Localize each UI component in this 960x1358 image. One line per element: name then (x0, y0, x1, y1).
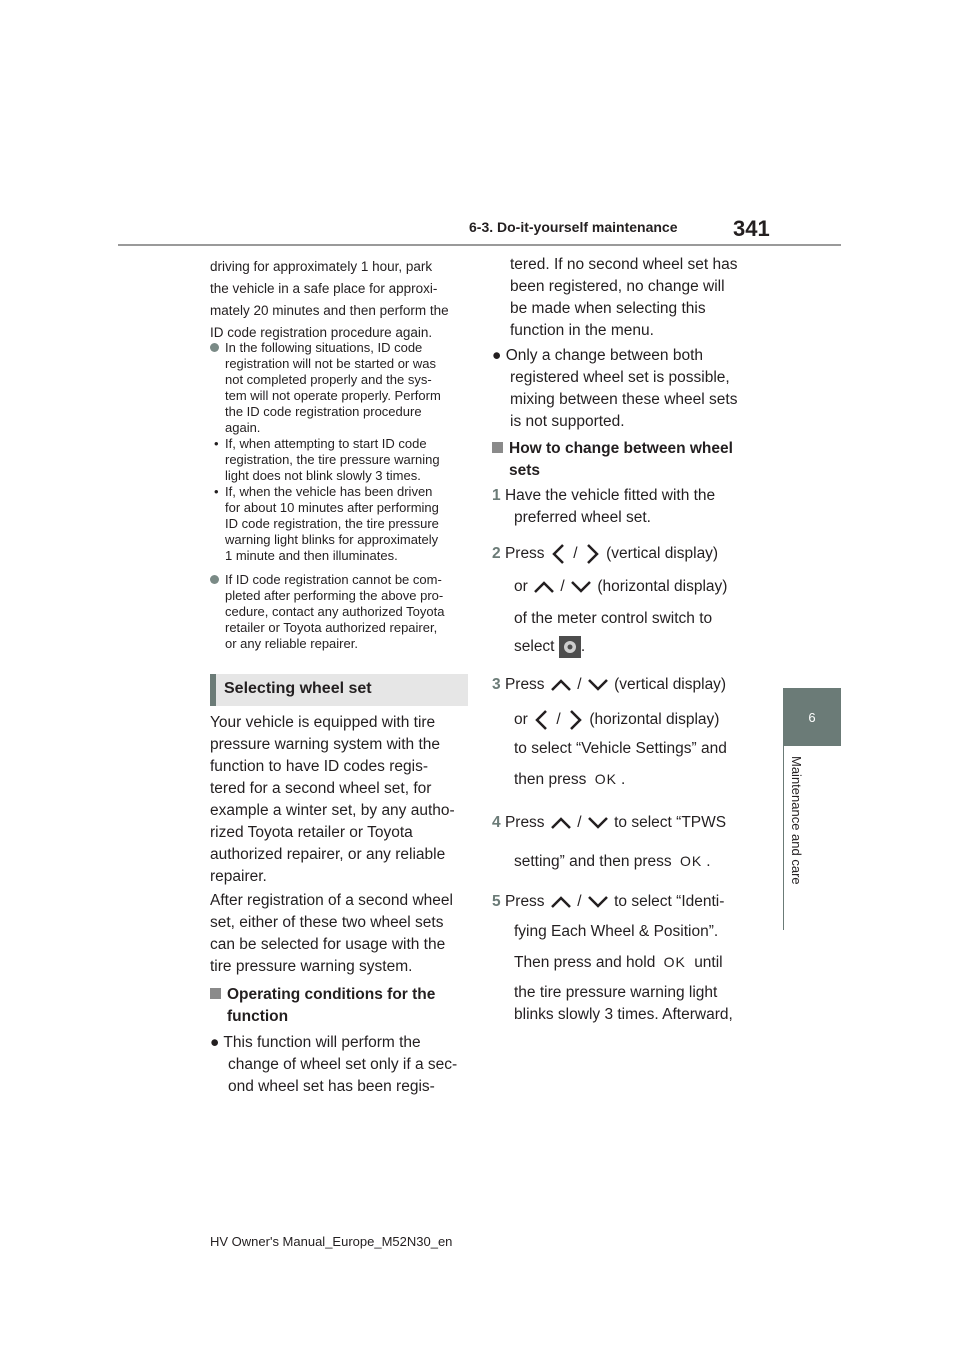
step-2 (492, 542, 752, 664)
text-line: cedure, contact any authorized Toyota (225, 604, 445, 619)
operating-bullet-2 (492, 345, 752, 433)
text-line: rized Toyota retailer or Toyota (210, 824, 413, 841)
text-line: If, when the vehicle has been driven (225, 484, 433, 499)
text-line: function (227, 1008, 289, 1025)
chevron-down-icon (569, 578, 593, 596)
text-line: blinks slowly 3 times. Afterward, (514, 1006, 733, 1023)
text-line: ond wheel set has been regis- (228, 1078, 435, 1095)
intro-continued (210, 256, 470, 344)
text-line: or any reliable repairer. (225, 636, 358, 651)
operating-heading (210, 984, 470, 1028)
howto-heading (492, 438, 752, 482)
step-number: 5 (492, 893, 501, 910)
text-line: be made when selecting this (510, 300, 706, 317)
text-or: or (514, 578, 528, 595)
footer-manual-id: HV Owner's Manual_Europe_M52N30_en (210, 1234, 453, 1249)
text-line: tered for a second wheel set, for (210, 780, 432, 797)
text-press: Press (504, 893, 545, 910)
operating-bullet-1-continued (510, 254, 770, 342)
text-line: registration, the tire pressure warning (225, 452, 440, 467)
text-line: ID code registration, the tire pressure (225, 516, 439, 531)
text-line: ID code registration procedure again. (210, 325, 433, 340)
sub-bullet: • (214, 484, 219, 499)
step-number: 3 (492, 676, 501, 693)
text-line: 1 minute and then illuminates. (225, 548, 398, 563)
note-bullet-1 (210, 340, 470, 564)
sub-item-1 (214, 436, 470, 484)
section-heading: Selecting wheel set (210, 674, 468, 706)
text-line: driving for approximately 1 hour, park (210, 259, 433, 274)
text-slash: / (556, 711, 561, 729)
text-slash: / (560, 578, 565, 595)
header-divider (118, 244, 841, 246)
text-press: Press (504, 676, 545, 693)
text-line: pressure warning system with the (210, 736, 441, 753)
text-line: registration will not be started or was (225, 356, 436, 371)
text-then-press: then press (514, 771, 587, 788)
text-line: to select “Vehicle Settings” and (514, 740, 727, 757)
tab-rule (783, 745, 784, 930)
text-line: tire pressure warning system. (210, 958, 413, 975)
text-line: is not supported. (510, 413, 625, 430)
bullet-icon: ● (492, 347, 502, 364)
text-line: been registered, no change will (510, 278, 725, 295)
chevron-down-icon (586, 814, 610, 832)
text-line: mately 20 minutes and then perform the (210, 303, 449, 318)
page-number: 341 (733, 216, 770, 241)
text-period: . (620, 771, 626, 788)
text-line: the vehicle in a safe place for approxi- (210, 281, 438, 296)
chevron-up-icon (532, 578, 556, 596)
text-line: warning light blinks for approximately (225, 532, 439, 547)
text-slash: / (573, 545, 578, 563)
text-line: not completed properly and the sys- (225, 372, 432, 387)
text-press: Press (504, 545, 545, 563)
text-line: tered. If no second wheel set has (510, 256, 738, 273)
note-bullet-2 (210, 572, 470, 652)
text-line: for about 10 minutes after performing (225, 500, 439, 515)
text-line: light does not blink slowly 3 times. (225, 468, 421, 483)
text-line: fying Each Wheel & Position”. (514, 923, 719, 940)
chevron-down-icon (586, 893, 610, 911)
text-line: set, either of these two wheel sets (210, 914, 444, 931)
text-until: until (694, 954, 723, 971)
text-line: registered wheel set is possible, (510, 369, 730, 386)
text-line: How to change between wheel (509, 440, 733, 457)
bullet-icon: ● (210, 1034, 220, 1051)
text-line: pleted after performing the above pro- (225, 588, 444, 603)
step-number: 1 (492, 487, 501, 504)
text-line: This function will perform the (223, 1034, 421, 1051)
step-4 (492, 812, 752, 873)
text-line: Operating conditions for the (227, 986, 436, 1003)
chapter-number-tab: 6 (783, 688, 841, 746)
chevron-down-icon (586, 676, 610, 694)
text-line: again. (225, 420, 261, 435)
text-period: . (580, 638, 586, 656)
intro-paragraph-2 (210, 890, 470, 978)
text-line: After registration of a second wheel (210, 892, 453, 909)
text-line: can be selected for usage with the (210, 936, 446, 953)
step-3 (492, 674, 752, 791)
text-press: Press (504, 814, 545, 831)
text-line: the ID code registration procedure (225, 404, 422, 419)
ok-button-icon: OK (663, 954, 686, 970)
chevron-up-icon (549, 893, 573, 911)
text-line: function in the menu. (510, 322, 654, 339)
operating-bullet-1 (210, 1032, 470, 1098)
chapter-title: Maintenance and care (789, 756, 804, 885)
text-period: . (706, 853, 711, 870)
text-slash: / (577, 676, 582, 693)
step-number: 2 (492, 545, 501, 563)
step-number: 4 (492, 814, 501, 831)
text-line: authorized repairer, or any reliable (210, 846, 446, 863)
text-line: If ID code registration cannot be com- (225, 572, 442, 587)
text-horizontal-display: (horizontal display) (589, 711, 720, 729)
text-line: tem will not operate properly. Perform (225, 388, 441, 403)
section-title: 6-3. Do-it-yourself maintenance (469, 219, 678, 235)
text-line: function to have ID codes regis- (210, 758, 428, 775)
text-line: retailer or Toyota authorized repairer, (225, 620, 438, 635)
ok-button-icon: OK (680, 853, 703, 869)
bullet-dot-icon (210, 343, 219, 352)
text-vertical-display: (vertical display) (614, 676, 727, 693)
text-line: example a winter set, by any autho- (210, 802, 455, 819)
text-line: Then press and hold (514, 954, 656, 971)
text-line: In the following situations, ID code (225, 340, 423, 355)
chevron-right-icon (565, 708, 585, 732)
text-horizontal-display: (horizontal display) (597, 578, 728, 595)
text-slash: / (577, 893, 582, 910)
text-line: Have the vehicle fitted with the (504, 487, 716, 504)
text-slash: / (577, 814, 582, 831)
text-vertical-display: (vertical display) (606, 545, 719, 563)
text-line: preferred wheel set. (514, 509, 651, 526)
chevron-up-icon (549, 814, 573, 832)
text-line: of the meter control switch to (514, 610, 713, 627)
sub-item-2 (214, 484, 470, 564)
step-1 (492, 485, 752, 529)
square-bullet-icon (210, 988, 221, 999)
chevron-right-icon (582, 542, 602, 566)
bullet-dot-icon (210, 575, 219, 584)
intro-paragraph-1 (210, 712, 470, 888)
chevron-up-icon (549, 676, 573, 694)
text-line: Your vehicle is equipped with tire (210, 714, 436, 731)
text-line: to select “Identi- (614, 893, 725, 910)
text-line: sets (509, 462, 541, 479)
step-5 (492, 891, 752, 1026)
gear-icon (559, 636, 581, 658)
chevron-left-icon (549, 542, 569, 566)
text-line: the tire pressure warning light (514, 984, 718, 1001)
chapter-title-tab (783, 756, 805, 916)
text-line: change of wheel set only if a sec- (228, 1056, 458, 1073)
text-line: setting” and then press (514, 853, 672, 870)
sub-bullet: • (214, 436, 219, 451)
text-line: repairer. (210, 868, 267, 885)
chevron-left-icon (532, 708, 552, 732)
text-line: to select “TPWS (614, 814, 727, 831)
ok-button-icon: OK (594, 771, 617, 787)
square-bullet-icon (492, 442, 503, 453)
text-line: Only a change between both (505, 347, 704, 364)
text-or: or (514, 711, 528, 729)
text-select: select (514, 638, 555, 656)
text-line: mixing between these wheel sets (510, 391, 738, 408)
text-line: If, when attempting to start ID code (225, 436, 427, 451)
